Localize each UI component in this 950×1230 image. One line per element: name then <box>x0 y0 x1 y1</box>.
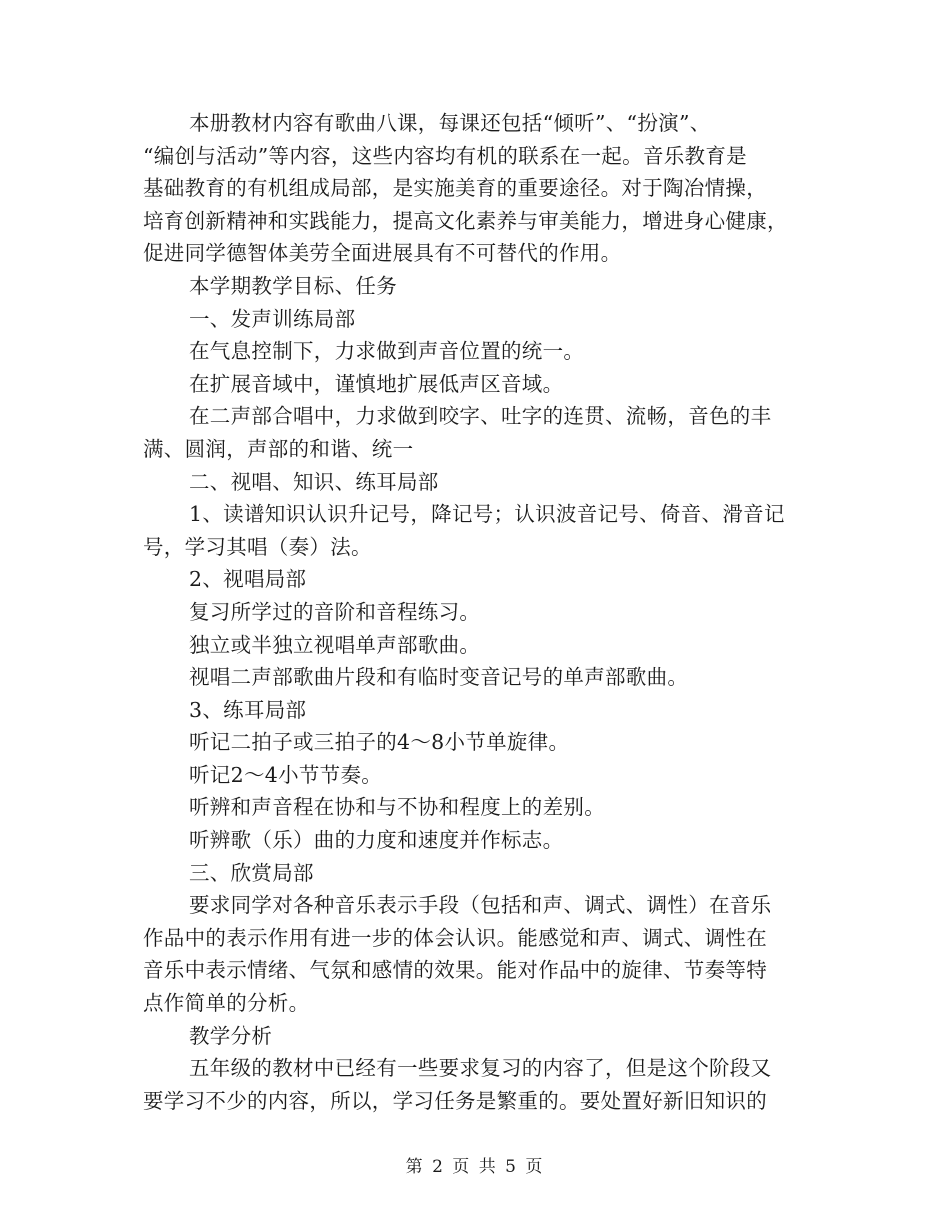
text-line: 点作简单的分析。 <box>143 991 310 1016</box>
text-line: 复习所学过的音阶和音程练习。 <box>189 599 481 624</box>
text-line: 在二声部合唱中，力求做到咬字、吐字的连贯、流畅，音色的丰 <box>189 404 772 429</box>
text-line: 基础教育的有机组成局部，是实施美育的重要途径。对于陶冶情操， <box>143 176 767 201</box>
text-line: 要求同学对各种音乐表示手段（包括和声、调式、调性）在音乐 <box>189 893 772 918</box>
text-line: 教学分析 <box>189 1023 273 1048</box>
text-line: 五年级的教材中已经有一些要求复习的内容了，但是这个阶段又 <box>189 1056 772 1081</box>
text-line: 一、发声训练局部 <box>189 306 356 331</box>
text-line: 视唱二声部歌曲片段和有临时变音记号的单声部歌曲。 <box>189 665 689 690</box>
text-line: 三、欣赏局部 <box>189 860 314 885</box>
document-body <box>143 107 811 1117</box>
text-line: 听记二拍子或三拍子的4～8小节单旋律。 <box>189 730 570 755</box>
text-line: 促进同学德智体美劳全面进展具有不可替代的作用。 <box>143 241 622 266</box>
text-line: 2、视唱局部 <box>189 567 307 592</box>
text-line: 听辨歌（乐）曲的力度和速度并作标志。 <box>189 828 564 853</box>
text-line: 独立或半独立视唱单声部歌曲。 <box>189 632 481 657</box>
text-line: 3、练耳局部 <box>189 697 307 722</box>
text-line: “编创与活动”等内容，这些内容均有机的联系在一起。音乐教育是 <box>143 143 747 168</box>
text-line: 本学期教学目标、任务 <box>189 273 397 298</box>
text-line: 作品中的表示作用有进一步的体会认识。能感觉和声、调式、调性在 <box>143 925 767 950</box>
text-line: 听辨和声音程在协和与不协和程度上的差别。 <box>189 795 605 820</box>
text-line: 二、视唱、知识、练耳局部 <box>189 469 439 494</box>
text-line: 在扩展音域中，谨慎地扩展低声区音域。 <box>189 371 564 396</box>
text-line: 听记2～4小节节奏。 <box>189 762 383 787</box>
text-line: 1、读谱知识认识升记号，降记号；认识波音记号、倚音、滑音记 <box>189 502 785 527</box>
text-line: 培育创新精神和实践能力，提高文化素养与审美能力，增进身心健康， <box>143 208 788 233</box>
text-line: 在气息控制下，力求做到声音位置的统一。 <box>189 339 585 364</box>
page-number-label: 第 2 页 共 5 页 <box>405 1157 545 1177</box>
text-line: 要学习不少的内容，所以，学习任务是繁重的。要处置好新旧知识的 <box>143 1088 767 1113</box>
page-footer <box>0 1152 950 1177</box>
text-line: 音乐中表示情绪、气氛和感情的效果。能对作品中的旋律、节奏等特 <box>143 958 767 983</box>
text-line: 满、圆润，声部的和谐、统一 <box>143 436 414 461</box>
text-line: 号，学习其唱（奏）法。 <box>143 534 372 559</box>
text-line: 本册教材内容有歌曲八课，每课还包括“倾听”、“扮演”、 <box>189 111 711 135</box>
